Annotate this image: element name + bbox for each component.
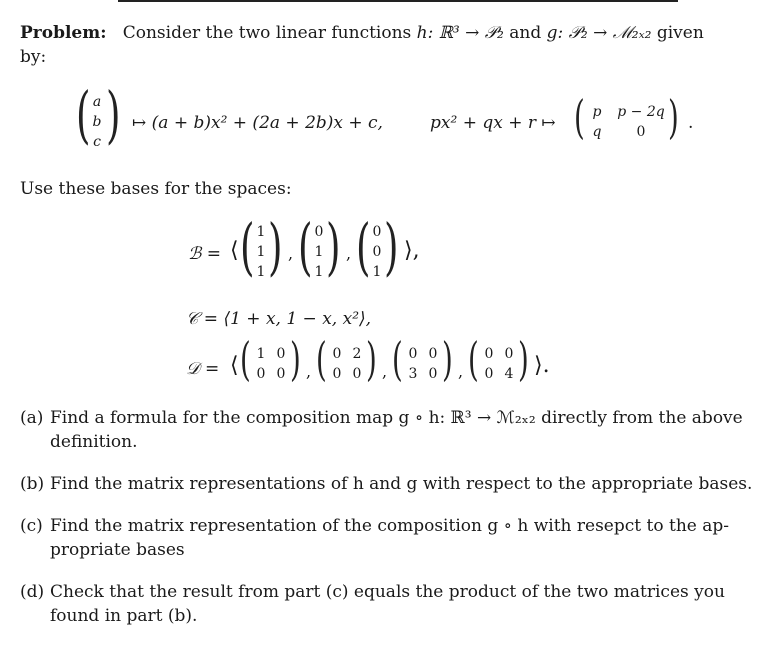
g-definition: g: 𝒫₂ → ℳ₂ₓ₂ <box>546 23 652 43</box>
vector-entry: 0 <box>314 224 324 240</box>
matrix-entry: 0 <box>276 346 286 362</box>
basis-matrix: ( 0 0 0 4 ) <box>468 332 529 386</box>
basis-vector: ( 0 1 1 ) <box>298 210 341 283</box>
part-label: (c) <box>20 516 43 536</box>
h-formula: ↦ (a + b)x² + (2a + 2b)x + c, <box>132 113 383 133</box>
left-angle: ⟨ <box>230 353 239 378</box>
matrix-entry: p <box>592 104 602 120</box>
part-b <box>20 472 760 496</box>
by-line: by: <box>20 47 47 67</box>
part-text: Find a formula for the composition map g ∘ h: ℝ³ → ℳ₂ₓ₂ directly from the above <box>50 408 743 428</box>
vector-entry: 1 <box>372 264 382 280</box>
basis-d-name: 𝒟 = <box>186 359 220 379</box>
matrix-entry: 0 <box>428 346 438 362</box>
matrix-entry: 4 <box>504 366 514 382</box>
intro-text: Consider the two linear functions <box>122 23 412 43</box>
matrix-entry: 1 <box>256 346 266 362</box>
part-c <box>20 514 760 562</box>
problem-label: Problem: <box>20 23 107 43</box>
h-input-vector <box>76 78 126 156</box>
vector-entry: b <box>92 114 102 130</box>
matrix-entry: 0 <box>276 366 286 382</box>
vector-entry: 0 <box>372 244 382 260</box>
basis-matrix: ( 0 2 0 0 ) <box>316 332 377 386</box>
right-angle: ⟩, <box>404 238 420 263</box>
matrix-entry: p − 2q <box>617 104 665 120</box>
basis-d-matrices: ( 1 0 0 0 ) , ( 0 2 0 0 ) , ( 0 0 3 0 ) , ( 0 0 0 4 ) <box>240 340 580 390</box>
given-word: given <box>656 23 704 43</box>
matrix-entry: 0 <box>256 366 266 382</box>
part-d <box>20 580 760 628</box>
left-paren: ( <box>574 90 585 144</box>
vector-entry: 1 <box>256 244 266 260</box>
matrix-entry: 3 <box>408 366 418 382</box>
part-text-continued: found in part (b). <box>50 606 198 626</box>
part-a <box>20 406 760 454</box>
problem-statement <box>20 22 704 44</box>
basis-b-name: ℬ = <box>188 244 222 264</box>
part-text: Check that the result from part (c) equals the product of the two matrices you <box>50 582 725 602</box>
left-paren: ( <box>76 78 91 151</box>
vector-entry: c <box>93 134 101 150</box>
right-angle: ⟩. <box>534 353 550 378</box>
bases-intro: Use these bases for the spaces: <box>20 179 292 199</box>
matrix-entry: 0 <box>332 366 342 382</box>
right-paren: ) <box>106 78 121 151</box>
vector-entry: 0 <box>372 224 382 240</box>
top-rule <box>118 0 678 2</box>
basis-matrix: ( 1 0 0 0 ) <box>240 332 301 386</box>
part-label: (a) <box>20 408 44 428</box>
vector-entry: a <box>92 94 102 110</box>
basis-vector: ( 0 0 1 ) <box>356 210 399 283</box>
matrix-entry: 0 <box>408 346 418 362</box>
vector-entry: 1 <box>256 264 266 280</box>
h-definition: h: ℝ³ → 𝒫₂ <box>416 23 504 43</box>
vector-entry: 1 <box>314 264 324 280</box>
part-text: Find the matrix representation of the composition g ∘ h with resepct to the ap- <box>50 516 729 536</box>
right-paren: ) <box>668 90 679 144</box>
part-label: (b) <box>20 474 45 494</box>
vector-entry: 1 <box>314 244 324 260</box>
matrix-entry: 0 <box>332 346 342 362</box>
matrix-entry: 0 <box>484 366 494 382</box>
basis-b-vectors: ( 1 1 1 ) , ( 0 1 1 ) , ( 0 0 1 ) <box>240 222 440 288</box>
matrix-entry: 0 <box>504 346 514 362</box>
left-angle: ⟨ <box>230 238 239 263</box>
basis-matrix: ( 0 0 3 0 ) <box>392 332 453 386</box>
matrix-entry: 0 <box>428 366 438 382</box>
basis-vector: ( 1 1 1 ) <box>240 210 283 283</box>
g-output-matrix <box>574 90 684 148</box>
and-word: and <box>509 23 542 43</box>
g-end-period: . <box>688 113 694 133</box>
g-polynomial: px² + qx + r ↦ <box>430 113 556 133</box>
vector-entry: 1 <box>256 224 266 240</box>
part-text-continued: definition. <box>50 432 138 452</box>
matrix-entry: 0 <box>636 124 646 140</box>
part-text-continued: propriate bases <box>50 540 185 560</box>
matrix-entry: 0 <box>484 346 494 362</box>
part-label: (d) <box>20 582 45 602</box>
matrix-entry: q <box>592 124 602 140</box>
matrix-entry: 0 <box>352 366 362 382</box>
part-text: Find the matrix representations of h and g with respect to the appropriate bases. <box>50 474 753 494</box>
basis-c: 𝒞 = ⟨1 + x, 1 − x, x²⟩, <box>186 309 372 329</box>
matrix-entry: 2 <box>352 346 362 362</box>
